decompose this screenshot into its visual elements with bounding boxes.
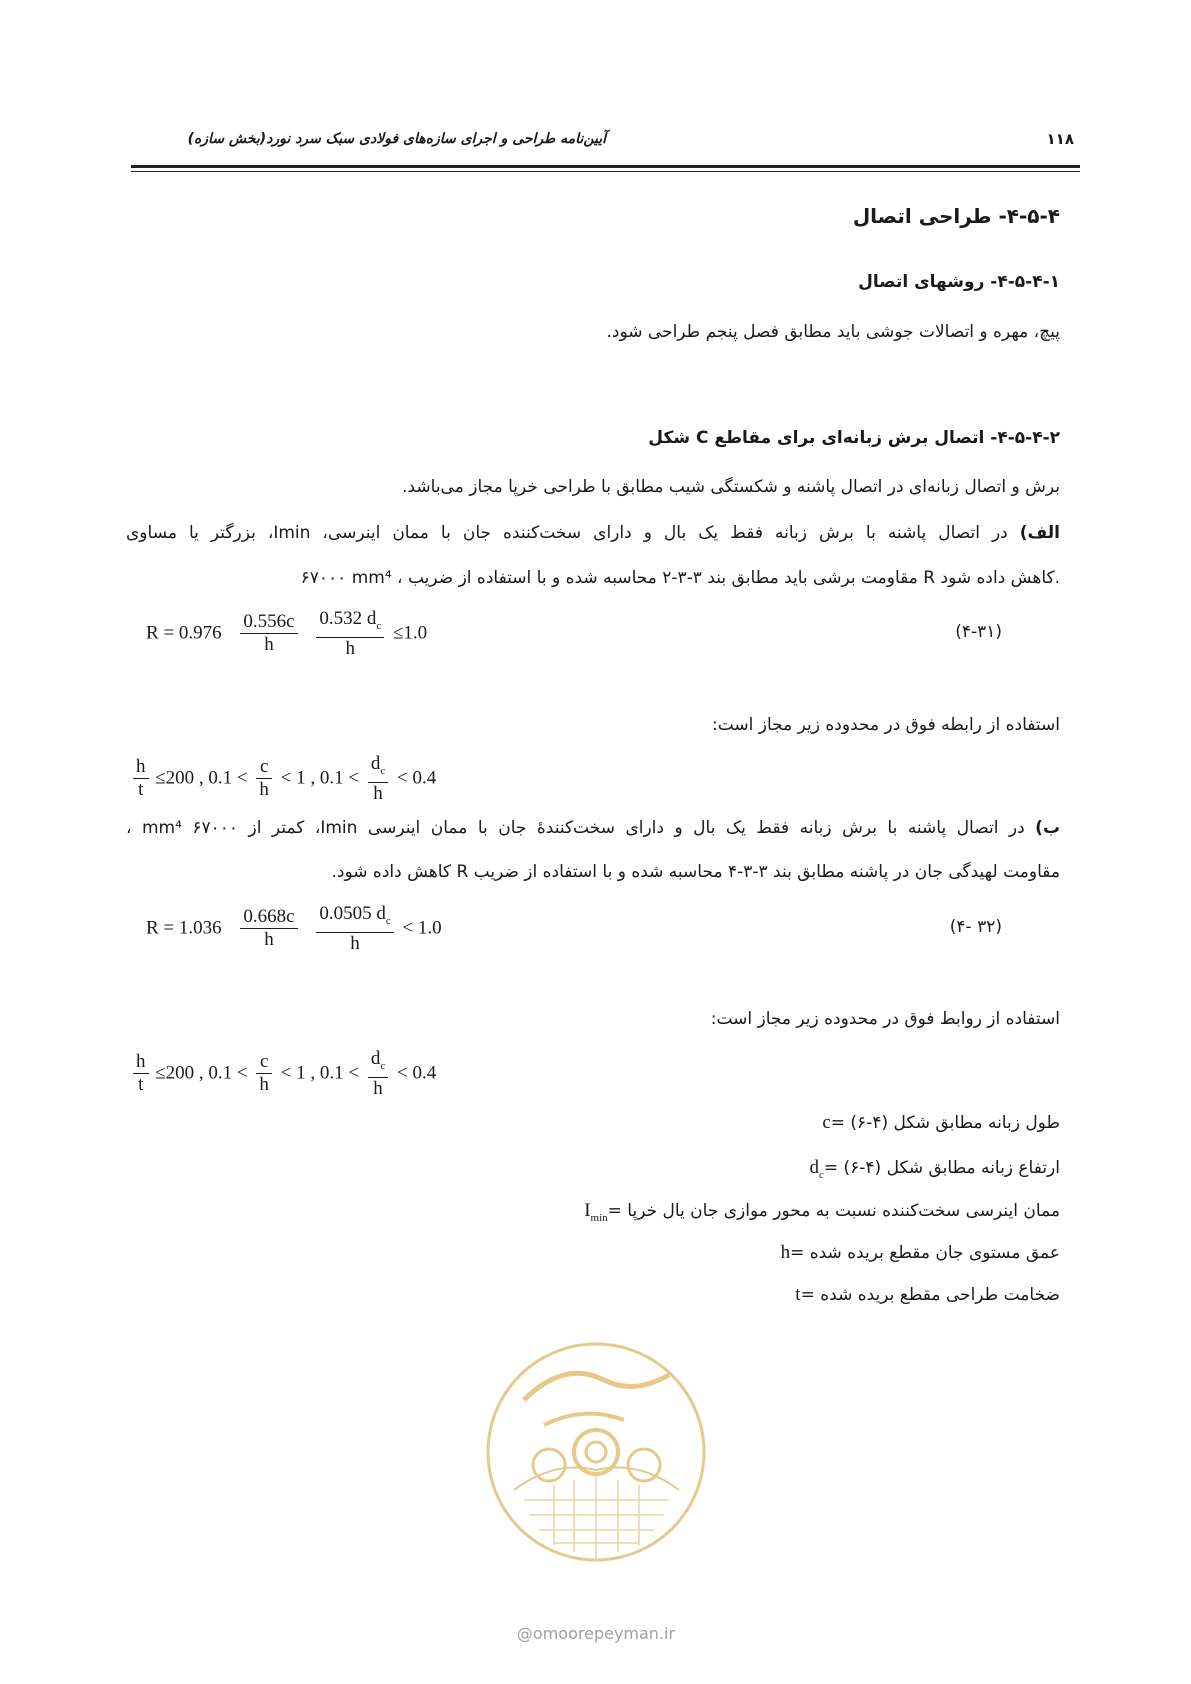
range-condition-2: $\frac{h}{t}$ ≤200 , 0.1 < $\frac{c}{h}$ < 1 , 0.1 < $\frac{d_c}{h}$ < 0.4 [133, 1048, 436, 1100]
equation-number-4-31: (۴-۳۱) [955, 622, 1002, 642]
clause-a-label: الف) [1019, 523, 1060, 543]
subsection-1-text: پیچ، مهره و اتصالات جوشی باید مطابق فصل پنجم طراحی شود. [606, 322, 1060, 342]
eq31-fraction-2: $\frac{0.532 d_c}{h}$ [316, 608, 384, 660]
watermark-seal-logo [484, 1340, 709, 1565]
clause-b-line-1 [126, 813, 1060, 844]
clause-a-text-1: در اتصال پاشنه با برش زبانه فقط یک بال و دارای سخت‌کننده جان با ممان اینرسی، Imin، بزرگتر یا مساوی [126, 523, 1008, 543]
equation-number-4-32: (۴- ۳۲) [949, 917, 1002, 937]
definition-c: c= طول زبانه مطابق شکل (۴-۶) [822, 1112, 1060, 1133]
definition-h: h= عمق مستوی جان مقطع بریده شده [780, 1242, 1060, 1263]
clause-a-line-1 [126, 518, 1060, 549]
page-number: ۱۱۸ [1046, 130, 1074, 148]
header-rule-thin [131, 171, 1080, 172]
usage-note-2: استفاده از روابط فوق در محدوده زیر مجاز است: [710, 1009, 1060, 1029]
section-heading: ۴-۵-۴- طراحی اتصال [852, 204, 1060, 228]
clause-b-label: ب) [1035, 818, 1061, 838]
eq31-rhs: ≤1.0 [392, 622, 428, 644]
equation-4-31 [146, 608, 427, 660]
definition-dc: $d_c=$ ارتفاع زبانه مطابق شکل (۴-۶) [809, 1157, 1060, 1181]
header-rule-thick [131, 165, 1080, 168]
subsection-2-heading: ۴-۵-۴-۲- اتصال برش زبانه‌ای برای مقاطع C شکل [648, 428, 1060, 448]
equation-4-32 [146, 903, 442, 955]
subsection-1-heading: ۴-۵-۴-۱- روشهای اتصال [858, 272, 1060, 292]
running-header-title: آیین‌نامه طراحی و اجرای سازه‌های فولادی سبک سرد نورد(بخش سازه) [187, 131, 606, 147]
eq32-lhs: R = 1.036 [146, 917, 222, 939]
eq31-lhs: R = 0.976 [146, 622, 222, 644]
definition-imin: $I_{min}=$ ممان اینرسی سخت‌کننده نسبت به محور موازی جان یال خرپا [584, 1200, 1060, 1224]
eq32-fraction-2: $\frac{0.0505 d_c}{h}$ [316, 903, 393, 955]
watermark-site: @omoorepeyman.ir [516, 1624, 676, 1643]
eq32-fraction-1: $\frac{0.668c}{h}$ [240, 906, 297, 951]
range-condition-1: $\frac{h}{t}$ ≤200 , 0.1 < $\frac{c}{h}$ < 1 , 0.1 < $\frac{d_c}{h}$ < 0.4 [133, 753, 436, 805]
clause-b-line-2: مقاومت لهیدگی جان در پاشنه مطابق بند ۳-۳-۴ محاسبه شده و با استفاده از ضریب R کاهش داده شود. [331, 862, 1060, 882]
eq32-rhs: < 1.0 [402, 917, 442, 939]
at-icon: @ [516, 1624, 533, 1643]
eq31-fraction-1: $\frac{0.556c}{h}$ [240, 611, 297, 656]
clause-a-line-2: ۶۷۰۰۰ mm⁴ ، مقاومت برشی باید مطابق بند ۳-۳-۲ محاسبه شده و با استفاده از ضریب R کاهش داده شود. [300, 568, 1060, 588]
definition-t: t= ضخامت طراحی مقطع بریده شده [795, 1284, 1060, 1305]
clause-b-text-1: در اتصال پاشنه با برش زبانه فقط یک بال و دارای سخت‌کنندهٔ جان با ممان اینرسی Imin، کمتر از ۶۷۰۰۰ mm⁴ ، [126, 818, 1025, 838]
subsection-2-intro: برش و اتصال زبانه‌ای در اتصال پاشنه و شکستگی شیب مطابق با طراحی خرپا مجاز می‌باشد. [402, 477, 1060, 497]
usage-note-1: استفاده از رابطه فوق در محدوده زیر مجاز است: [712, 715, 1060, 735]
